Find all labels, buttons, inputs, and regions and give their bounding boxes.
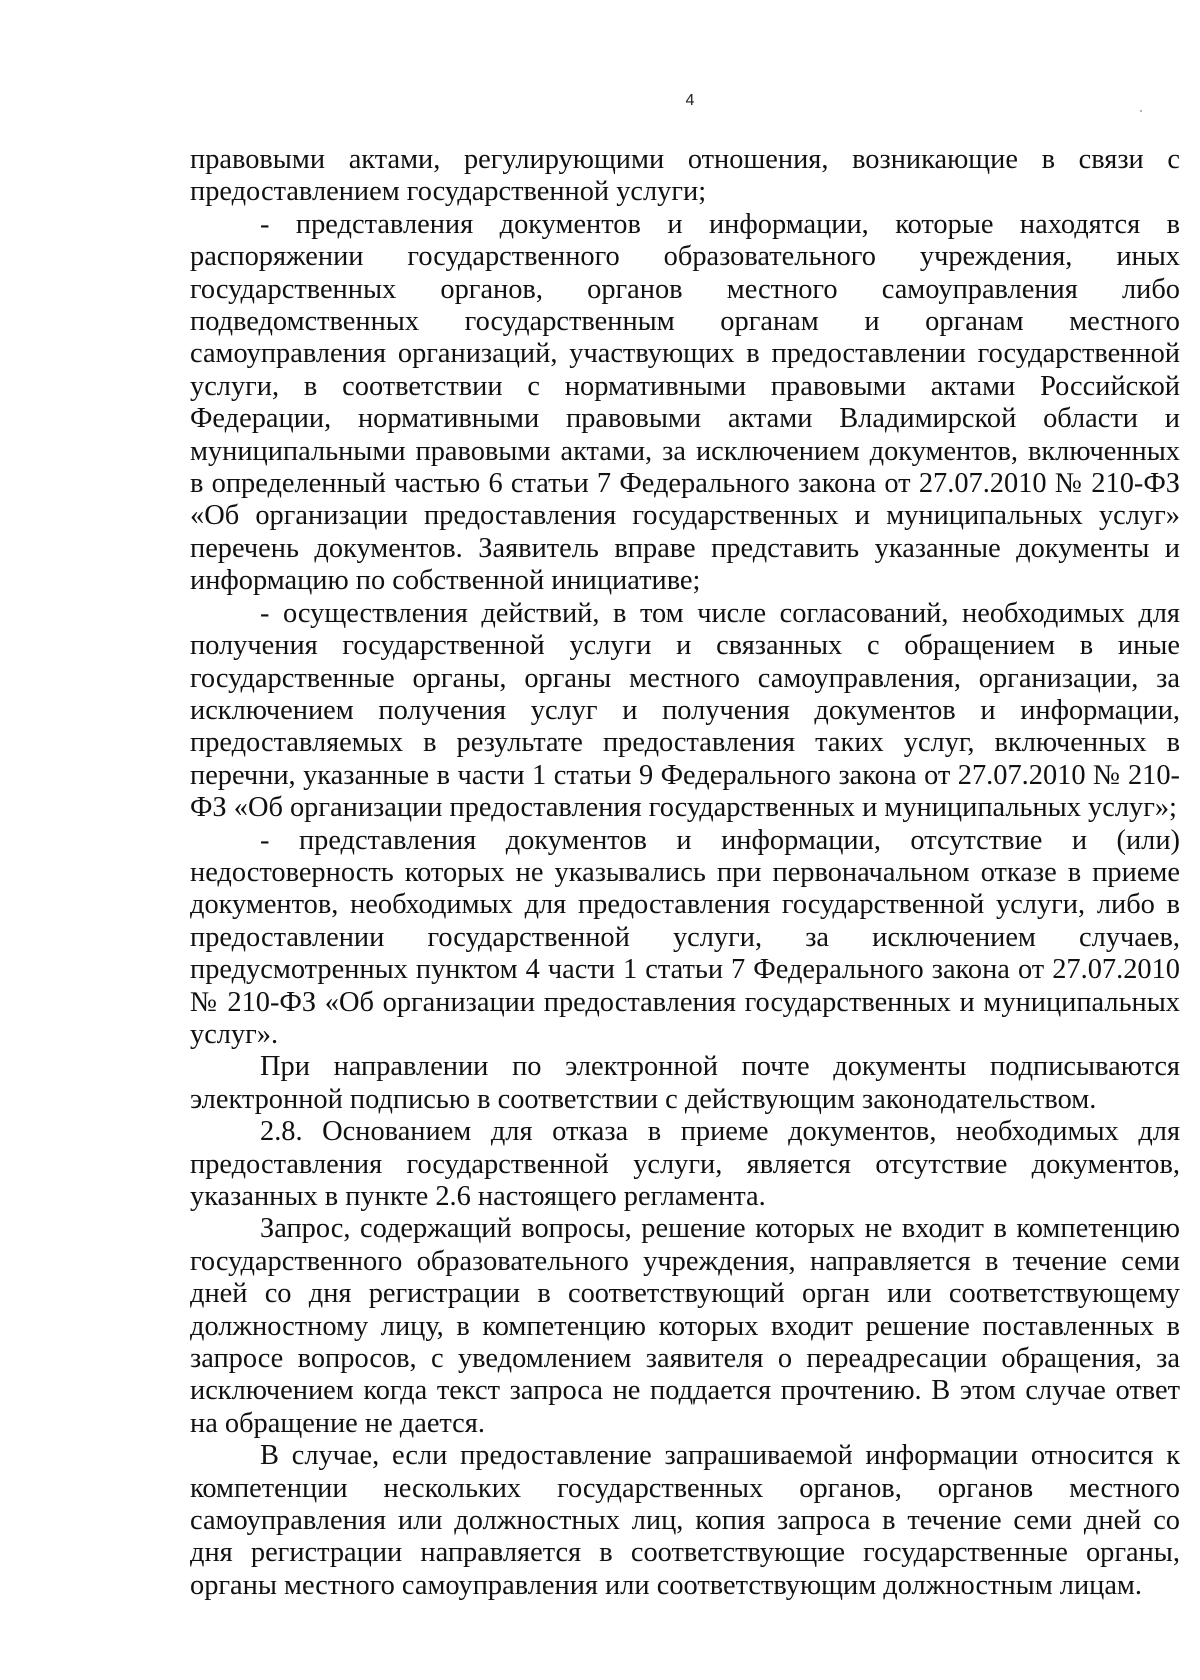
paragraph-continuation: правовыми актами, регулирующими отношения, возникающие в связи с предоставлением государственной услуги; bbox=[190, 144, 1180, 208]
paragraph-documents-information: - представления документов и информации, которые находятся в распоряжении государственного образовательного учреждения, иных государственных органов, органов местного самоуправления либо подведомственных государственным органам и органам местного самоуправления организаций, участвующих в предоставлении государственной услуги, в соответствии с нормативными правовыми актами Российской Федерации, нормативными правовыми актами Владимирской области и муниципальными правовыми актами, за исключением документов, включенных в определенный частью 6 статьи 7 Федерального закона от 27.07.2010 № 210-ФЗ «Об организации предоставления государственных и муниципальных услуг» перечень документов. Заявитель вправе представить указанные документы и информацию по собственной инициативе; bbox=[190, 208, 1180, 597]
paragraph-documents-initial-refusal: - представления документов и информации, отсутствие и (или) недостоверность которых не указывались при первоначальном отказе в приеме документов, необходимых для предоставления государственной услуги, либо в предоставлении государственной услуги, за исключением случаев, предусмотренных пунктом 4 части 1 статьи 7 Федерального закона от 27.07.2010 № 210-ФЗ «Об организации предоставления государственных и муниципальных услуг». bbox=[190, 824, 1180, 1050]
paragraph-electronic-signature: При направлении по электронной почте документы подписываются электронной подписью в соответствии с действующим законодательством. bbox=[190, 1051, 1180, 1115]
paragraph-request-redirection: Запрос, содержащий вопросы, решение которых не входит в компетенцию государственного образовательного учреждения, направляется в течение семи дней со дня регистрации в соответствующий орган или соответствующему должностному лицу, в компетенцию которых входит решение поставленных в запросе вопросов, с уведомлением заявителя о переадресации обращения, за исключением когда текст запроса не поддается прочтению. В этом случае ответ на обращение не дается. bbox=[190, 1213, 1180, 1439]
document-body bbox=[190, 144, 1180, 1602]
paragraph-2-8-refusal-grounds: 2.8. Основанием для отказа в приеме документов, необходимых для предоставления государственной услуги, является отсутствие документов, указанных в пункте 2.6 настоящего регламента. bbox=[190, 1116, 1180, 1212]
page-number: 4 bbox=[685, 92, 695, 109]
paragraph-actions-approvals: - осуществления действий, в том числе согласований, необходимых для получения государственной услуги и связанных с обращением в иные государственные органы, органы местного самоуправления, организации, за исключением получения услуг и получения документов и информации, предоставляемых в результате предоставления таких услуг, включенных в перечни, указанные в части 1 статьи 9 Федерального закона от 27.07.2010 № 210-ФЗ «Об организации предоставления государственных и муниципальных услуг»; bbox=[190, 597, 1180, 824]
scan-speck bbox=[1140, 110, 1142, 112]
paragraph-multiple-authorities: В случае, если предоставление запрашиваемой информации относится к компетенции нескольких государственных органов, органов местного самоуправления или должностных лиц, копия запроса в течение семи дней со дня регистрации направляется в соответствующие государственные органы, органы местного самоуправления или соответствующим должностным лицам. bbox=[190, 1440, 1180, 1601]
